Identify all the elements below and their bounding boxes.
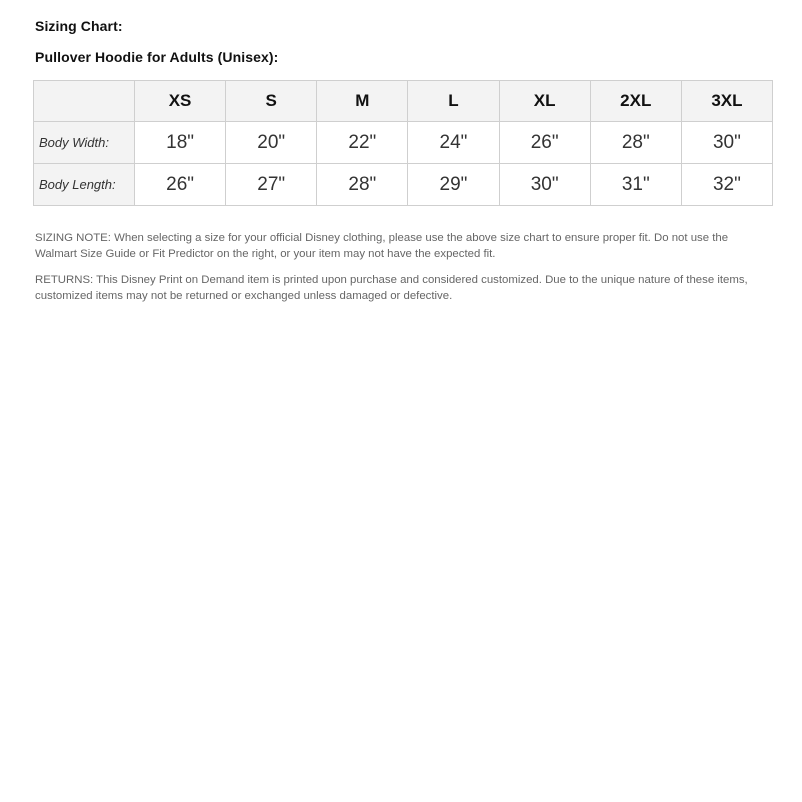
table-cell: 26" — [135, 164, 226, 206]
table-cell: 28" — [590, 122, 681, 164]
table-cell: 30" — [499, 164, 590, 206]
sizing-chart-title: Sizing Chart: — [35, 18, 123, 34]
table-corner-cell — [34, 81, 135, 122]
table-cell: 28" — [317, 164, 408, 206]
size-header-l: L — [408, 81, 499, 122]
table-cell: 29" — [408, 164, 499, 206]
size-chart-table-container — [33, 80, 773, 206]
table-cell: 26" — [499, 122, 590, 164]
size-header-m: M — [317, 81, 408, 122]
table-cell: 18" — [135, 122, 226, 164]
row-label-body-length: Body Length: — [34, 164, 135, 206]
size-header-2xl: 2XL — [590, 81, 681, 122]
returns-note: RETURNS: This Disney Print on Demand item is printed upon purchase and considered customized. Due to the unique nature of these items, customized items may not be returned or exchanged unless damaged or defective. — [35, 274, 748, 302]
table-cell: 24" — [408, 122, 499, 164]
size-chart-table — [33, 80, 773, 206]
size-header-s: S — [226, 81, 317, 122]
size-header-3xl: 3XL — [681, 81, 772, 122]
size-header-xl: XL — [499, 81, 590, 122]
table-cell: 27" — [226, 164, 317, 206]
table-cell: 22" — [317, 122, 408, 164]
table-cell: 32" — [681, 164, 772, 206]
product-title: Pullover Hoodie for Adults (Unisex): — [35, 49, 279, 65]
table-cell: 31" — [590, 164, 681, 206]
table-row-body-width — [34, 122, 773, 164]
size-header-row — [34, 81, 773, 122]
row-label-body-width: Body Width: — [34, 122, 135, 164]
sizing-note: SIZING NOTE: When selecting a size for your official Disney clothing, please use the above size chart to ensure proper fit. Do not use the Walmart Size Guide or Fit Predictor on the right, or your item may not have the expected fit. — [35, 232, 729, 260]
table-row-body-length — [34, 164, 773, 206]
table-cell: 20" — [226, 122, 317, 164]
table-cell: 30" — [681, 122, 772, 164]
size-header-xs: XS — [135, 81, 226, 122]
